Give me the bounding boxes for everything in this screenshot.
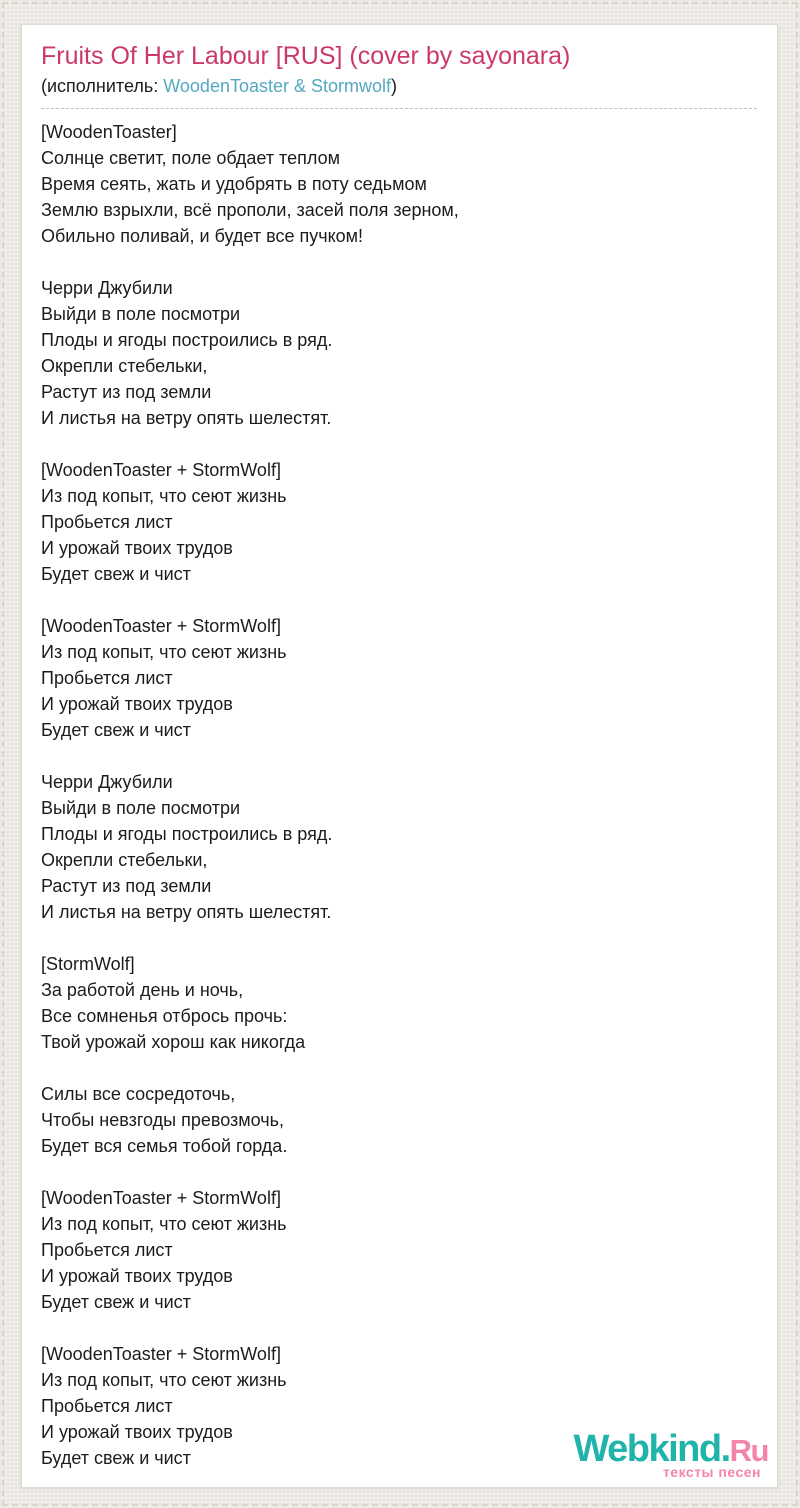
lyric-line: Пробьется лист — [41, 1239, 173, 1260]
lyric-line: Растут из под земли — [41, 381, 212, 402]
lyric-line: Из под копыт, что сеют жизнь — [41, 485, 287, 506]
lyric-line: Солнце светит, поле обдает теплом — [41, 147, 340, 168]
lyrics-stanza — [41, 769, 757, 925]
lyric-line: И урожай твоих трудов — [41, 537, 233, 558]
lyric-line: Землю взрыхли, всё прополи, засей поля зерном, — [41, 199, 459, 220]
lyrics-stanza — [41, 1081, 757, 1159]
lyric-line: Черри Джубили — [41, 771, 173, 792]
site-logo[interactable] — [573, 1430, 768, 1479]
site-logo-tagline: тексты песен — [662, 1464, 761, 1480]
lyric-line: [WoodenToaster] — [41, 121, 177, 142]
lyric-line: И урожай твоих трудов — [41, 1421, 233, 1442]
logo-dot: . — [720, 1428, 730, 1470]
page-title: Fruits Of Her Labour [RUS] (cover by sayonara) — [41, 42, 571, 70]
lyric-line: Выйди в поле посмотри — [41, 797, 241, 818]
lyric-line: Будет свеж и чист — [41, 719, 191, 740]
lyric-line: Пробьется лист — [41, 1395, 173, 1416]
lyric-line: И урожай твоих трудов — [41, 1265, 233, 1286]
lyric-line: Пробьется лист — [41, 511, 173, 532]
lyrics-stanza — [41, 119, 757, 249]
lyric-line: Окрепли стебельки, — [41, 355, 208, 376]
lyric-line: [StormWolf] — [41, 953, 135, 974]
lyrics — [41, 119, 757, 1471]
lyric-line: Плоды и ягоды построились в ряд. — [41, 823, 333, 844]
lyric-line: [WoodenToaster + StormWolf] — [41, 1187, 281, 1208]
lyric-line: За работой день и ночь, — [41, 979, 244, 1000]
lyric-line: Из под копыт, что сеют жизнь — [41, 641, 287, 662]
lyric-line: Все сомненья отбрось прочь: — [41, 1005, 288, 1026]
logo-text-ru: Ru — [729, 1433, 768, 1468]
lyric-line: Силы все сосредоточь, — [41, 1083, 236, 1104]
lyric-line: Будет свеж и чист — [41, 1291, 191, 1312]
artist-line-suffix: ) — [391, 75, 398, 96]
lyric-line: Время сеять, жать и удобрять в поту седьмом — [41, 173, 427, 194]
lyric-line: Плоды и ягоды построились в ряд. — [41, 329, 333, 350]
lyric-line: Чтобы невзгоды превозмочь, — [41, 1109, 285, 1130]
lyric-line: [WoodenToaster + StormWolf] — [41, 1343, 281, 1364]
lyrics-card — [21, 24, 778, 1488]
artist-line — [41, 76, 757, 109]
artist-link[interactable]: WoodenToaster & Stormwolf — [163, 75, 392, 96]
site-logo-wordmark[interactable] — [573, 1430, 768, 1468]
logo-text-webkind: Webkind — [573, 1428, 721, 1470]
lyric-line: Пробьется лист — [41, 667, 173, 688]
lyric-line: Будет свеж и чист — [41, 563, 191, 584]
lyrics-stanza — [41, 613, 757, 743]
lyric-line: Обильно поливай, и будет все пучком! — [41, 225, 364, 246]
artist-label: (исполнитель: — [41, 75, 164, 96]
lyric-line: Будет вся семья тобой горда. — [41, 1135, 288, 1156]
lyric-line: Будет свеж и чист — [41, 1447, 191, 1468]
lyric-line: Твой урожай хорош как никогда — [41, 1031, 306, 1052]
lyric-line: [WoodenToaster + StormWolf] — [41, 615, 281, 636]
lyrics-stanza — [41, 275, 757, 431]
lyric-line: Из под копыт, что сеют жизнь — [41, 1213, 287, 1234]
lyric-line: Растут из под земли — [41, 875, 212, 896]
lyrics-stanza — [41, 951, 757, 1055]
lyric-line: И листья на ветру опять шелестят. — [41, 901, 332, 922]
lyric-line: [WoodenToaster + StormWolf] — [41, 459, 281, 480]
lyric-line: Из под копыт, что сеют жизнь — [41, 1369, 287, 1390]
lyric-line: И листья на ветру опять шелестят. — [41, 407, 332, 428]
lyric-line: И урожай твоих трудов — [41, 693, 233, 714]
lyrics-stanza — [41, 457, 757, 587]
lyric-line: Черри Джубили — [41, 277, 173, 298]
lyric-line: Окрепли стебельки, — [41, 849, 208, 870]
lyrics-stanza — [41, 1185, 757, 1315]
lyric-line: Выйди в поле посмотри — [41, 303, 241, 324]
